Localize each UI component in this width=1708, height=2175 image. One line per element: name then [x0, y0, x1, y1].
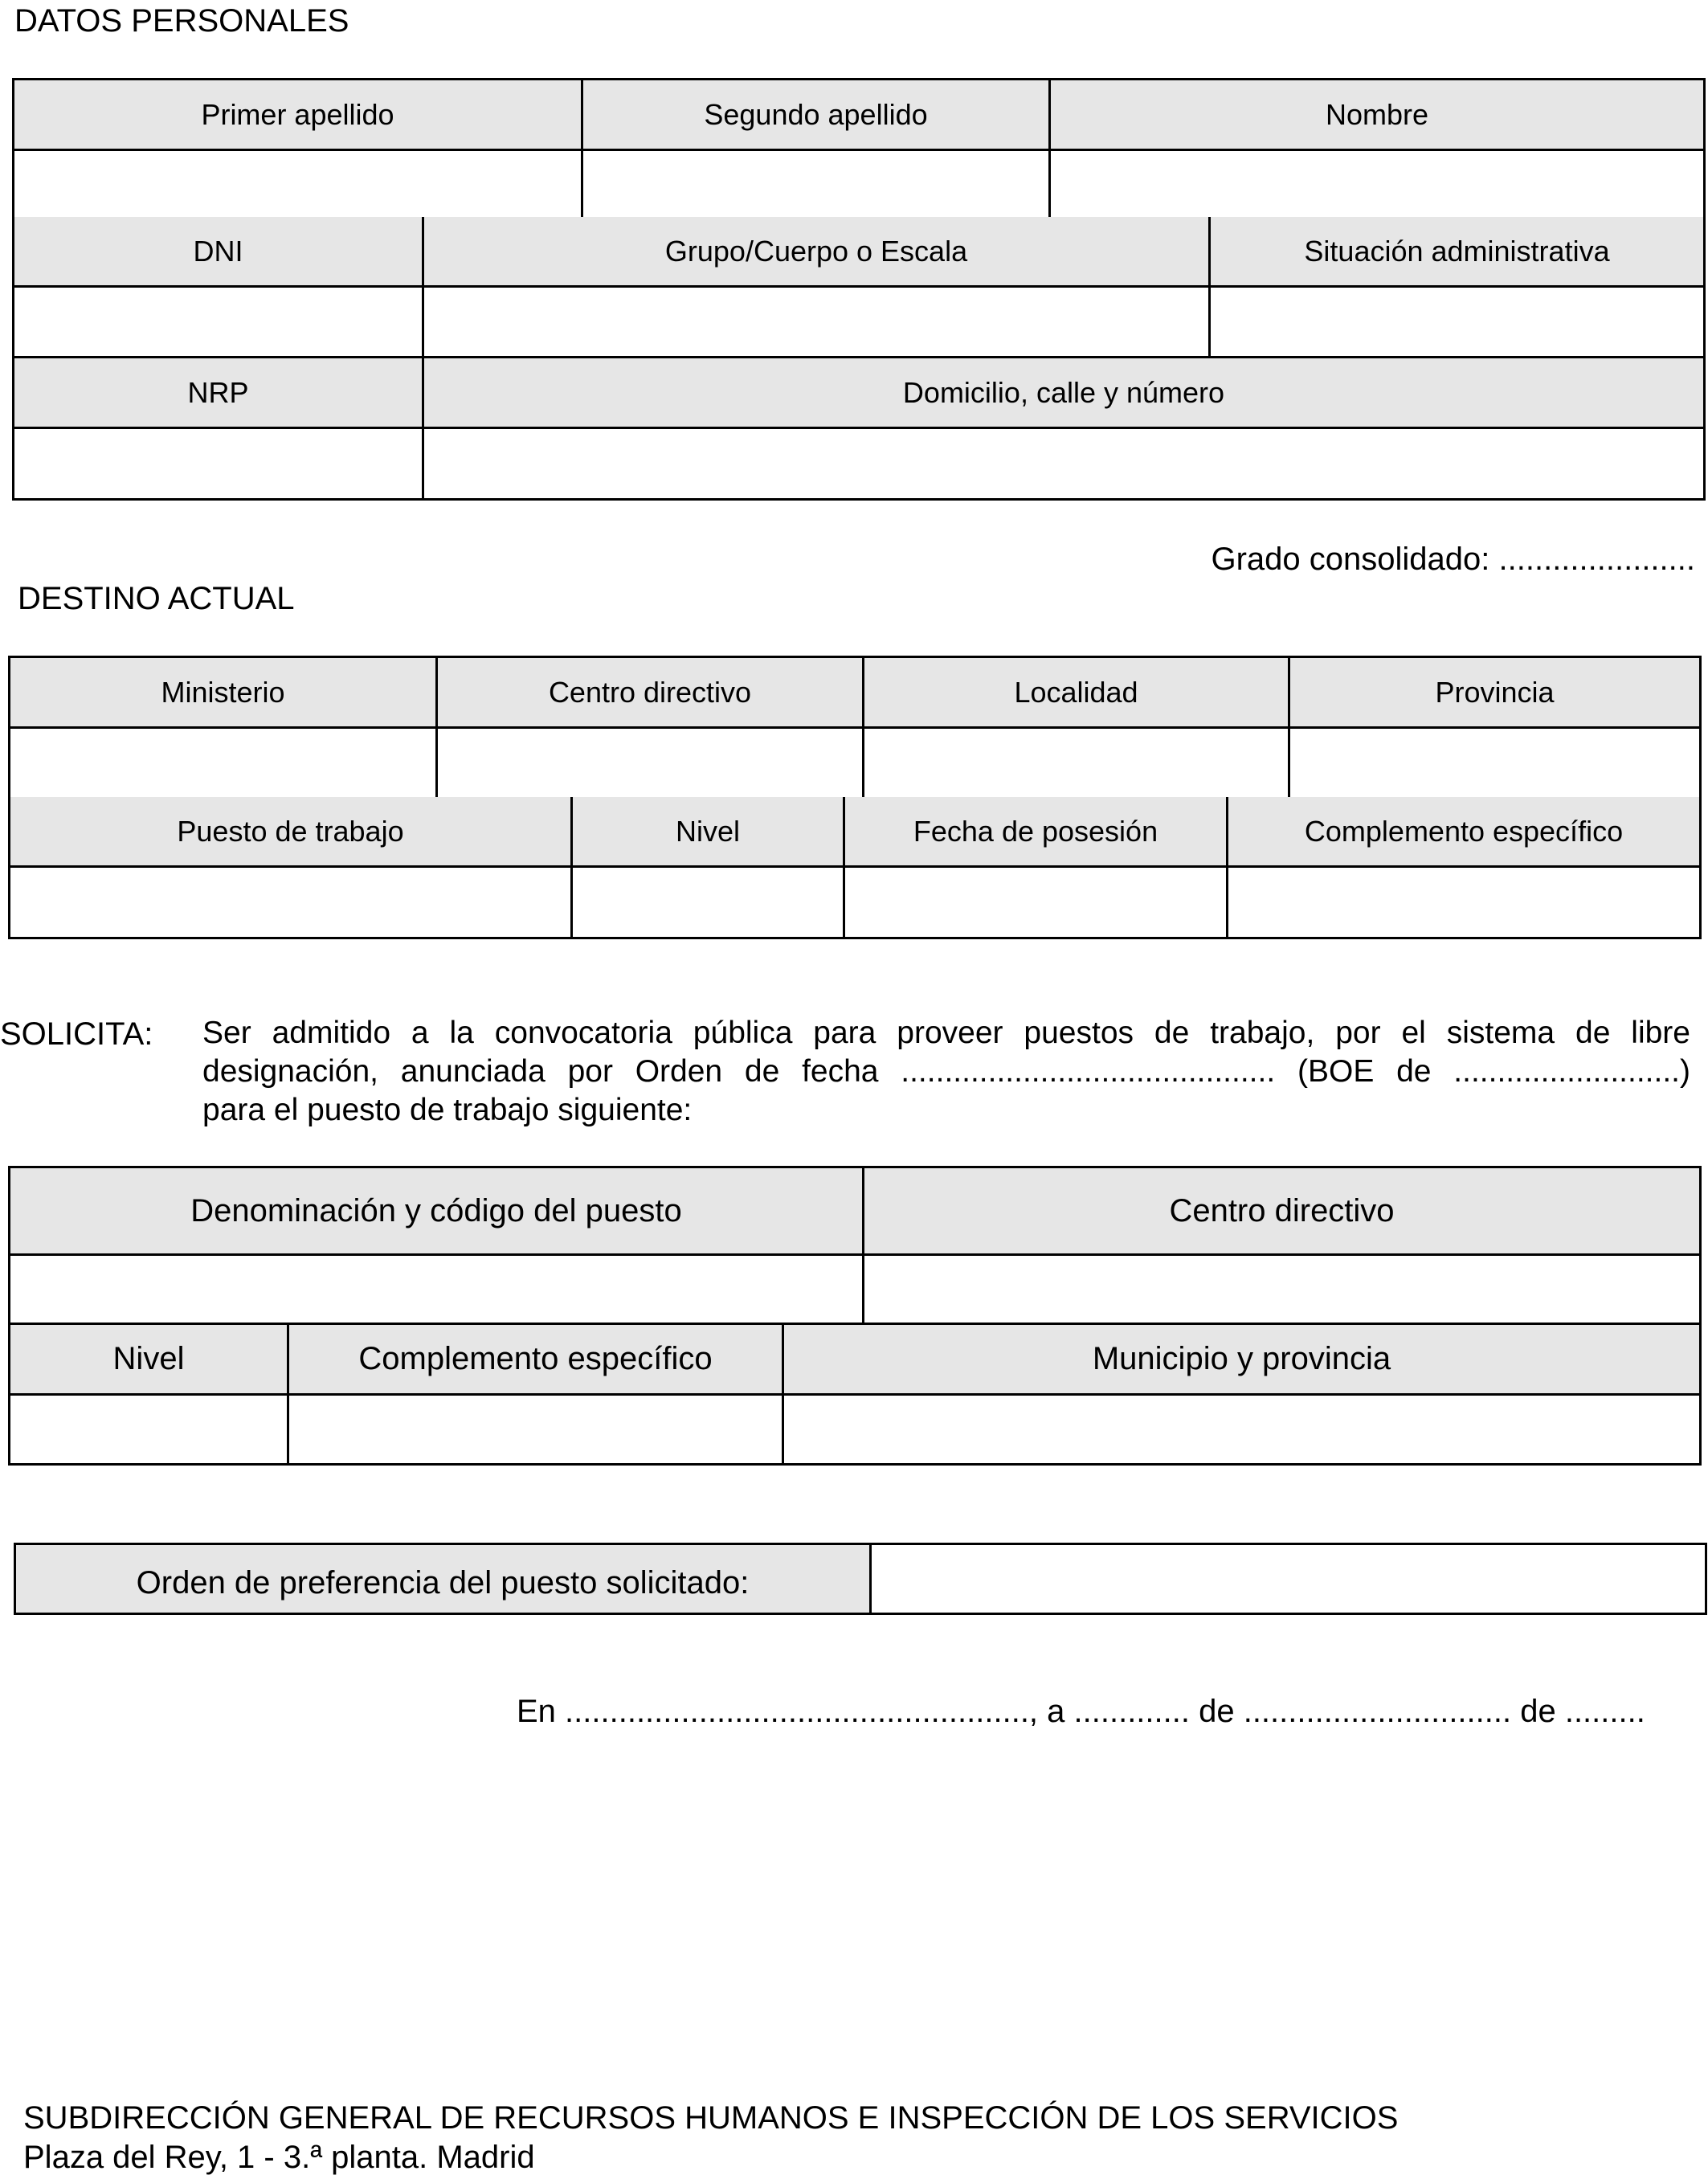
footer-organismo: SUBDIRECCIÓN GENERAL DE RECURSOS HUMANOS E INSPECCIÓN DE LOS SERVICIOS [23, 2100, 1399, 2136]
destino-table-2 [8, 797, 1702, 939]
solicita-line-1: Ser admitido a la convocatoria pública para proveer puestos de trabajo, por el sistema de libre [202, 1016, 1690, 1050]
header-puesto-de-trabajo: Puesto de trabajo [10, 797, 573, 868]
header-segundo-apellido: Segundo apellido [583, 80, 1051, 151]
header-localidad: Localidad [864, 658, 1290, 729]
header-grupo-cuerpo: Grupo/Cuerpo o Escala [424, 217, 1211, 288]
fecha-posesion-field[interactable] [845, 868, 1228, 937]
grupo-cuerpo-field[interactable] [424, 288, 1211, 358]
personal-data-table-2 [12, 217, 1706, 501]
header-nrp: NRP [14, 358, 424, 429]
preferencia-label: Orden de preferencia del puesto solicitado: [16, 1545, 872, 1613]
header-nivel: Nivel [573, 797, 845, 868]
section-title-personal: DATOS PERSONALES [14, 3, 349, 39]
solicita-line-3: para el puesto de trabajo siguiente: [202, 1093, 693, 1127]
ministerio-field[interactable] [10, 729, 438, 799]
fecha-lugar-line: En ...................................................., a ............. de .............................. de ......... [517, 1694, 1645, 1729]
centro-directivo-field[interactable] [438, 729, 864, 799]
header-complemento-especifico: Complemento específico [1228, 797, 1699, 868]
puesto-table [8, 1166, 1702, 1325]
header-ministerio: Ministerio [10, 658, 438, 729]
header-nivel-puesto: Nivel [10, 1325, 289, 1396]
preferencia-table [14, 1543, 1707, 1615]
solicita-paragraph [202, 1014, 1690, 1130]
centro-directivo-puesto-field[interactable] [864, 1256, 1699, 1323]
domicilio-field[interactable] [424, 429, 1703, 498]
solicita-label: SOLICITA: [0, 1016, 153, 1052]
header-municipio-provincia: Municipio y provincia [784, 1325, 1699, 1396]
segundo-apellido-field[interactable] [583, 151, 1051, 222]
header-centro-directivo-puesto: Centro directivo [864, 1168, 1699, 1256]
puesto-table-2 [8, 1323, 1702, 1466]
header-provincia: Provincia [1290, 658, 1699, 729]
header-denominacion-codigo: Denominación y código del puesto [10, 1168, 864, 1256]
header-centro-directivo: Centro directivo [438, 658, 864, 729]
complemento-especifico-puesto-field[interactable] [289, 1396, 784, 1463]
header-complemento-especifico-puesto: Complemento específico [289, 1325, 784, 1396]
nombre-field[interactable] [1051, 151, 1703, 222]
complemento-especifico-field[interactable] [1228, 868, 1699, 937]
localidad-field[interactable] [864, 729, 1290, 799]
footer-direccion: Plaza del Rey, 1 - 3.ª planta. Madrid [23, 2140, 535, 2175]
preferencia-field[interactable] [872, 1545, 1705, 1613]
header-fecha-posesion: Fecha de posesión [845, 797, 1228, 868]
grado-consolidado: Grado consolidado: ...................... [1211, 542, 1695, 577]
solicita-line-2: designación, anunciada por Orden de fecha ........................................... (BOE de ..........................) [202, 1054, 1690, 1089]
municipio-provincia-field[interactable] [784, 1396, 1699, 1463]
nivel-field[interactable] [573, 868, 845, 937]
denominacion-codigo-field[interactable] [10, 1256, 864, 1323]
situacion-administrativa-field[interactable] [1211, 288, 1703, 358]
puesto-de-trabajo-field[interactable] [10, 868, 573, 937]
header-domicilio: Domicilio, calle y número [424, 358, 1703, 429]
header-dni: DNI [14, 217, 424, 288]
provincia-field[interactable] [1290, 729, 1699, 799]
header-primer-apellido: Primer apellido [14, 80, 583, 151]
dni-field[interactable] [14, 288, 424, 358]
header-situacion-administrativa: Situación administrativa [1211, 217, 1703, 288]
primer-apellido-field[interactable] [14, 151, 583, 222]
section-title-destino: DESTINO ACTUAL [18, 581, 295, 616]
header-nombre: Nombre [1051, 80, 1703, 151]
nrp-field[interactable] [14, 429, 424, 498]
nivel-puesto-field[interactable] [10, 1396, 289, 1463]
